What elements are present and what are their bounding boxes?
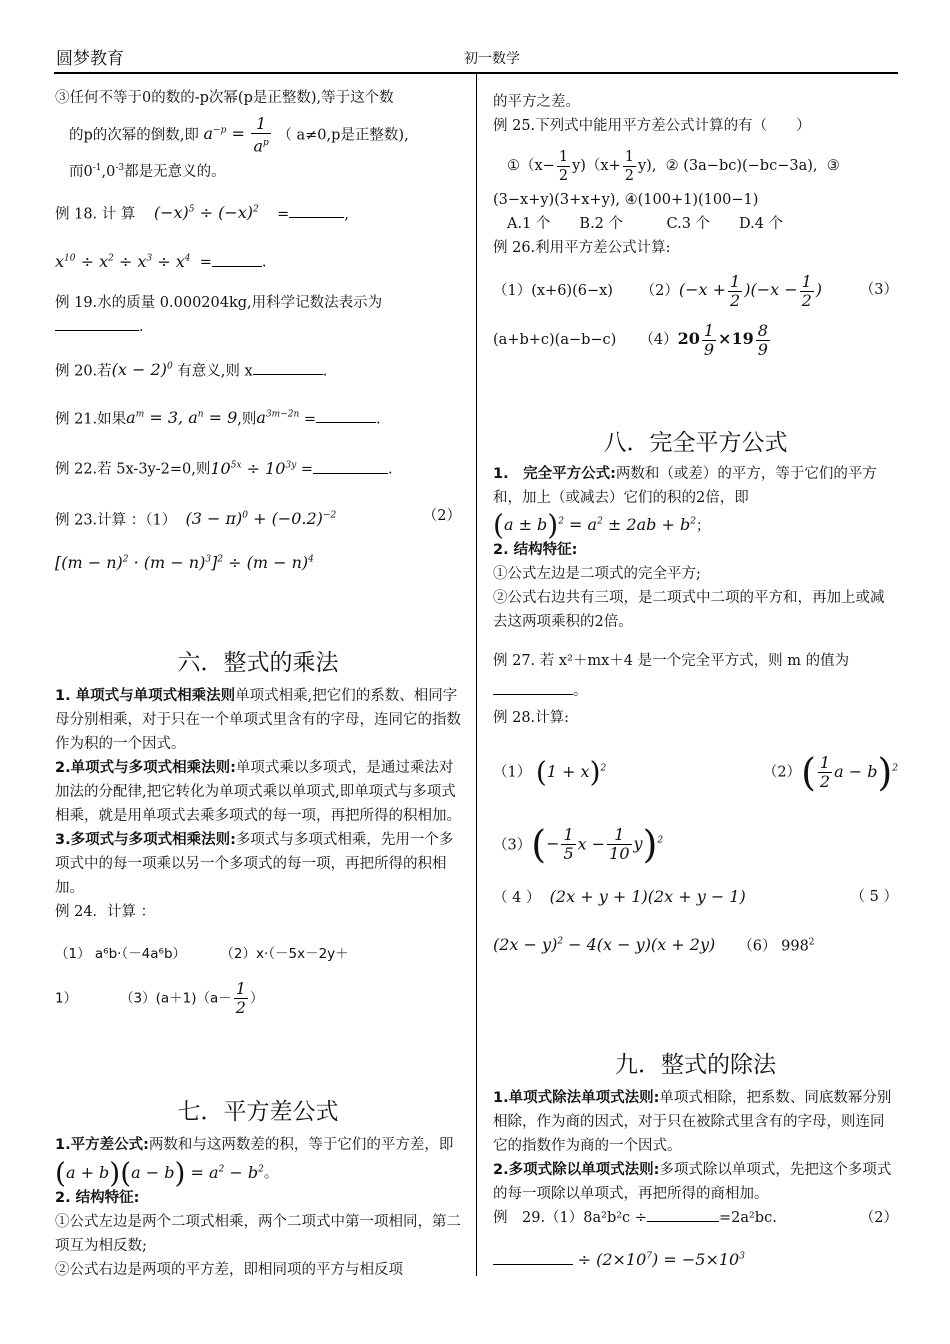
example-28-items-3: （ 4 ） (2x + y + 1)(2x + y − 1) （ 5 ） xyxy=(493,886,898,906)
example-21: 例 21.如果$a^m = 3$, $a^n = 9$,则$a^{3m-2n}$ = . xyxy=(55,408,381,428)
example-28-items-1: （1） $(1 + x)^2$ （2）( $\frac{1}{2}$ a − b)$^2$ xyxy=(493,750,898,795)
example-20: 例 20.若$(x - 2)^0$ 有意义,则 x . xyxy=(55,360,328,380)
example-28: 例 28.计算: xyxy=(493,710,570,727)
example-22: 例 22.若 5x-3y-2=0,则$10^{5x} \div 10^{3y}$ = . xyxy=(55,458,393,478)
example-25-choices: A.1 个 B.2 个 C.3 个 D.4 个 xyxy=(507,216,784,232)
rule-9-2: 2.多项式除以单项式法则:多项式除以单项式，先把这个多项式的每一项除以单项式，再把所得的商相加。 xyxy=(493,1162,892,1203)
structure-7-point-2: ②公式右边是两项的平方差，即相同项的平方与相反项 xyxy=(55,1261,403,1278)
rule-1: 1. 单项式与单项式相乘法则单项式相乘,把它们的系数、相同字母分别相乘，对于只在一个单项式里含有的字母，连同它的指数作为积的一个因式。 xyxy=(55,688,461,753)
formula-difference-of-squares: 1.平方差公式:两数和与这两数差的积，等于它们的平方差，即$(a + b)(a - b) = a^2 - b^2$。 xyxy=(55,1137,454,1190)
structure-heading-7: 2. 结构特征: xyxy=(55,1189,140,1206)
continuation: 的平方之差。 xyxy=(493,94,580,110)
rule-2: 2.单项式与多项式相乘法则:单项式乘以多项式，是通过乘法对加法的分配律,把它转化为单项式乘以单项式,即单项式与多项式相乘，就是用单项式去乘多项式的每一项，再把所得的积相加。 xyxy=(55,760,461,825)
section-6-title: 六．整式的乘法 xyxy=(177,650,339,677)
example-26-items-1: （1）(x+6)(6−x) （2）(−x + $\frac{1}{2}$ )(−x − $\frac{1}{2}$ ) （3） xyxy=(493,271,898,310)
structure-8-point-1: ①公式左边是二项式的完全平方; xyxy=(493,566,701,583)
example-26-items-2: (a+b+c)(a−b−c) （4）20 $\frac{1}{9}$ ×19 $\frac{8}{9}$ xyxy=(493,320,768,359)
item3-line2: 的p的次幂的倒数,即 $a^{-p}$ = $\frac{1}{a^p}$ （ a≠0,p是正整数), xyxy=(69,114,409,156)
right-column xyxy=(493,90,898,1273)
example-23-part2: $[(m - n)^2 \cdot (m - n)^3]^2 \div (m - n)^4$ xyxy=(55,553,314,573)
column-divider xyxy=(476,74,477,1276)
example-29: 例 29.（1）8a²b²c ÷ =2a²bc. （2） xyxy=(493,1210,898,1227)
structure-heading-8: 2. 结构特征: xyxy=(493,542,578,559)
formula-perfect-square-expr: $(a \pm b)^2 = a^2 \pm 2ab + b^2$； xyxy=(493,508,711,542)
example-24-items-2: 1） （3）(a＋1)（a－ $\frac{1}{2}$ ） xyxy=(55,979,264,1018)
example-29-part2: ÷ $(2\times 10^7) = -5\times 10^3$ xyxy=(493,1244,898,1272)
example-19: 例 19.水的质量 0.000204kg,用科学记数法表示为 xyxy=(55,294,383,311)
fraction-1-over-2: $\frac{1}{2}$ xyxy=(235,979,246,1018)
example-27: 例 27. 若 x²＋mx＋4 是一个完全平方式，则 m 的值为。 xyxy=(493,653,850,700)
example-19-blank: . xyxy=(55,315,461,339)
example-23: 例 23.计算 ：（1） $(3 - \pi)^0 + (-0.2)^{-2}$ （2） xyxy=(55,507,461,529)
example-25-options-2: (3−x+y)(3+x+y), ④(100+1)(100−1) xyxy=(493,192,759,208)
structure-8-point-2: ②公式右边共有三项，是二项式中二项的平方和，再加上或减去这两项乘积的2倍。 xyxy=(493,590,885,631)
item3-line3: 而$0^{-1},0^{-3}$都是无意义的。 xyxy=(69,163,226,181)
fraction-1-over-ap: $\frac{1}{a^p}$ xyxy=(253,114,269,156)
section-8-title: 八．完全平方公式 xyxy=(603,430,788,456)
example-26: 例 26.利用平方差公式计算: xyxy=(493,240,671,256)
section-7-title: 七．平方差公式 xyxy=(177,1099,339,1126)
rule-3: 3.多项式与多项式相乘法则:多项式与多项式相乘，先用一个多项式中的每一项乘以另一个多项式的每一项，再把所得的积相加。 xyxy=(55,832,454,897)
example-25-options-1: ①（x− $\frac{1}{2}$ y)（x+ $\frac{1}{2}$ y), ② (3a−bc)(−bc−3a), ③ xyxy=(507,148,840,184)
structure-7-point-1: ①公式左边是两个二项式相乘，两个二项式中第一项相同，第二项互为相反数; xyxy=(55,1213,461,1254)
example-24: 例 24．计算 ： xyxy=(55,904,156,921)
example-24-items: （1） a⁶b·（－4a⁶b） （2）x·（－5x－2y＋ xyxy=(55,946,349,963)
example-18: 例 18. 计 算 $(-x)^5 \div (-x)^2$ = , xyxy=(55,203,349,223)
example-28-items-4: $(2x - y)^2 - 4(x - y)(x + 2y)$ （6） $998^2$ xyxy=(493,935,815,955)
example-28-items-2: （3）(− $\frac{1}{5}$ x − $\frac{1}{10}$ y)$^2$ xyxy=(493,822,664,867)
rule-9-1: 1.单项式除法单项式法则:单项式相除，把系数、同底数幂分别相除，作为商的因式，对于只在被除式里含有的字母，则连同它的指数作为商的一个因式。 xyxy=(493,1090,892,1155)
left-column xyxy=(55,86,461,1282)
section-9-title: 九．整式的除法 xyxy=(615,1052,776,1079)
item3-line1: ③任何不等于0的数的-p次幂(p是正整数),等于这个数 xyxy=(55,90,394,106)
header-subject: 初一数学 xyxy=(464,51,520,67)
example-25: 例 25.下列式中能用平方差公式计算的有（ ） xyxy=(493,118,811,134)
header-brand: 圆梦教育 xyxy=(56,49,124,69)
formula-perfect-square: 1. 完全平方公式:两数和（或差）的平方，等于它们的平方和，加上（或减去）它们的积的2倍，即 xyxy=(493,466,877,506)
page-header xyxy=(54,42,898,74)
example-18-part2: $x^{10} \div x^2 \div x^3 \div x^4$ = . xyxy=(55,251,267,271)
